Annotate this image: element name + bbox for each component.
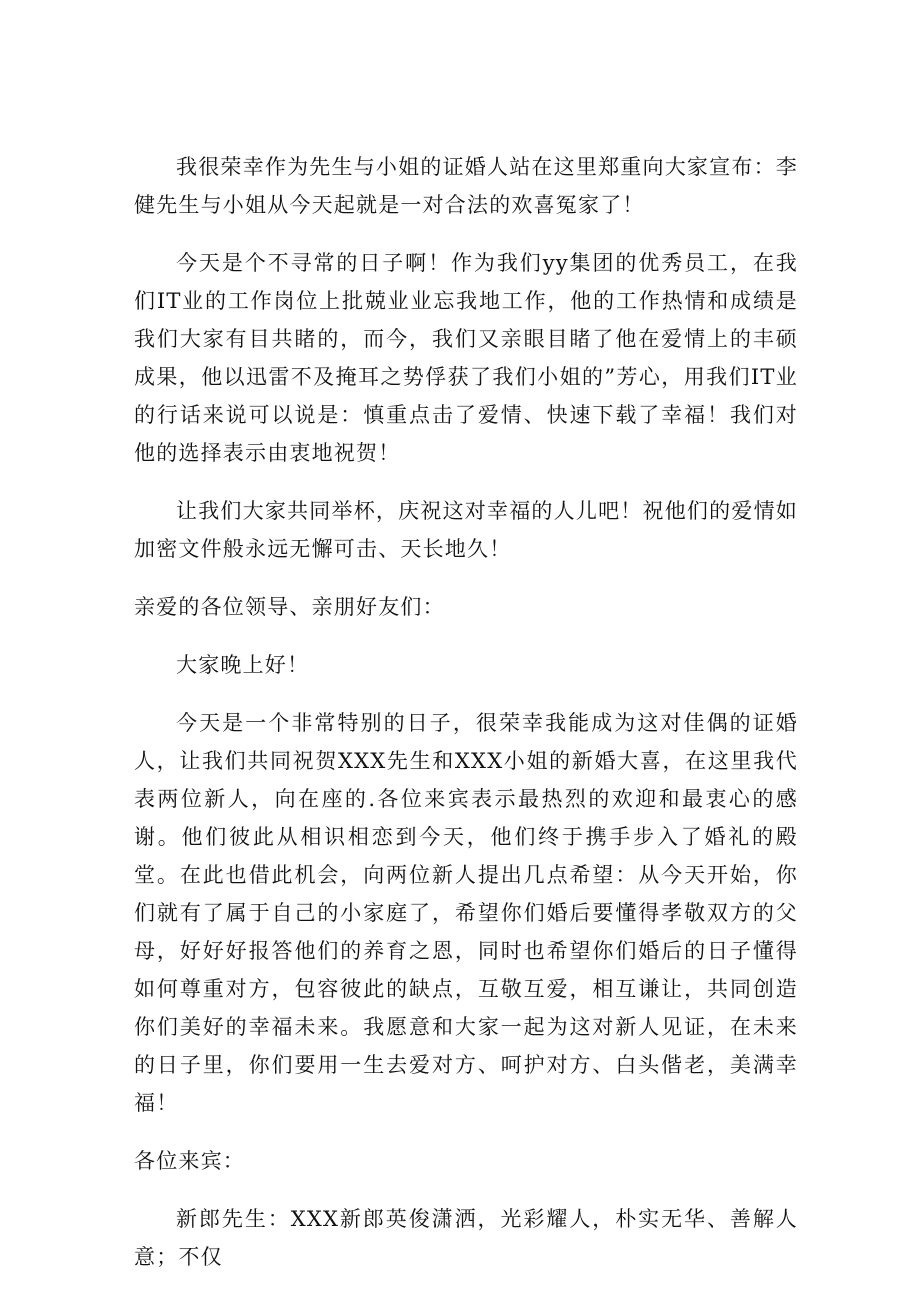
paragraph-witness-announcement: 我很荣幸作为先生与小姐的证婚人站在这里郑重向大家宣布：李健先生与小姐从今天起就是一对合法的欢喜冤家了！: [134, 155, 798, 217]
paragraph-guests-address: 各位来宾：: [134, 1149, 245, 1173]
document-body: [134, 148, 798, 1296]
paragraph-groom-praise: 今天是个不寻常的日子啊！作为我们yy集团的优秀员工，在我们IT业的工作岗位上批兢业业忘我地工作，他的工作热情和成绩是我们大家有目共睹的，而今，我们又亲眼目睹了他在爱情上的丰硕成果，他以迅雷不及掩耳之势俘获了我们小姐的”芳心，用我们IT业的行话来说可以说是：慎重点击了爱情、快速下载了幸福！我们对他的选择表示由衷地祝贺！: [134, 251, 798, 465]
paragraph-speech-body: 今天是一个非常特别的日子，很荣幸我能成为这对佳偶的证婚人，让我们共同祝贺XXX先生和XXX小姐的新婚大喜，在这里我代表两位新人，向在座的.各位来宾表示最热烈的欢迎和最衷心的感谢。他们彼此从相识相恋到今天，他们终于携手步入了婚礼的殿堂。在此也借此机会，向两位新人提出几点希望：从今天开始，你们就有了属于自己的小家庭了，希望你们婚后要懂得孝敬双方的父母，好好好报答他们的养育之恩，同时也希望你们婚后的日子懂得如何尊重对方，包容彼此的缺点，互敬互爱，相互谦让，共同创造你们美好的幸福未来。我愿意和大家一起为这对新人见证，在未来的日子里，你们要用一生去爱对方、呵护对方、白头偕老，美满幸福！: [134, 711, 798, 1115]
paragraph-greeting: 大家晚上好！: [176, 653, 310, 677]
paragraph-salutation: 亲爱的各位领导、亲朋好友们：: [134, 595, 445, 619]
paragraph-toast: 让我们大家共同举杯，庆祝这对幸福的人儿吧！祝他们的爱情如加密文件般永远无懈可击、天长地久！: [134, 499, 798, 561]
paragraph-groom-intro: 新郎先生：XXX新郎英俊潇洒，光彩耀人，朴实无华、善解人意；不仅: [134, 1207, 798, 1269]
